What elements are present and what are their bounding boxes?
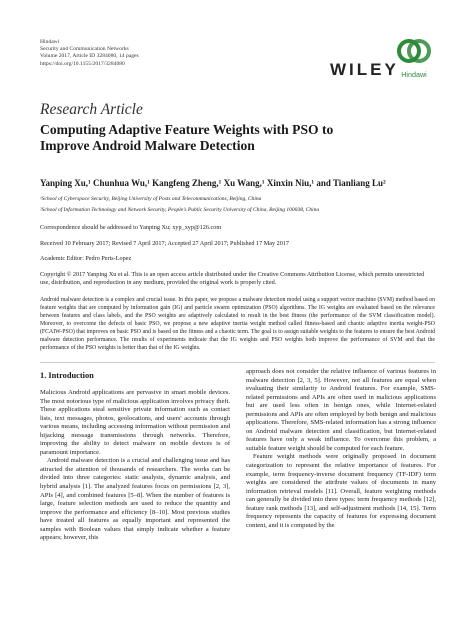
volume-info: Volume 2017, Article ID 3284080, 14 pages — [40, 53, 139, 60]
publisher-name: Hindawi — [40, 39, 60, 45]
publication-dates: Received 10 February 2017; Revised 7 April 2017; Accepted 27 April 2017; Published 17 May 2017 — [40, 240, 290, 247]
affiliation-2: ²School of Information Technology and Network Security, People's Public Security University of China, Beijing 100038, China — [40, 207, 320, 213]
section-heading: 1. Introduction — [40, 371, 94, 380]
hindawi-logo-text: Hindawi — [401, 70, 427, 79]
body-column-left — [40, 389, 230, 543]
paragraph: Android malware detection is a crucial and challenging issue and has attracted the attention of thousands of researchers. The works can be divided into three categories: static analysis, dynamic analysis, and hybrid analysis [1]. The analyzed features focus on permissions [2, 3], APIs [4], and combined features [5–8]. When the number of features is large, feature selection methods are used to reduce the quantity and improve the performance and efficiency [8–10]. Most previous studies have treated all features as equally important and represented the samples with Boolean values that simply indicate whether a feature appears; however, this — [40, 457, 230, 542]
title-line-2: Improve Android Malware Detection — [40, 138, 255, 154]
author-list: Yanping Xu,¹ Chunhua Wu,¹ Kangfeng Zheng,¹ Xu Wang,¹ Xinxin Niu,¹ and Tianliang Lu² — [40, 178, 386, 188]
correspondence: Correspondence should be addressed to Yanping Xu; xyp_xyp@126.com — [40, 224, 222, 231]
paragraph: Malicious Android applications are pervasive in smart mobile devices. The most notorious type of malicious application involves privacy theft. These applications steal sensitive private information such as contact lists, text messages, photos, geolocations, and users' accounts through various means, including accessing information without permission and hijacking message transmissions through networks. Therefore, improving the ability to detect malware on mobile devices is of paramount importance. — [40, 389, 230, 456]
wiley-logo: WILEY — [330, 60, 399, 79]
paragraph: approach does not consider the relative influence of various features in malware detection [2, 3, 5]. However, not all features are equal when evaluating their similarity to Android features. For example, SMS-related permissions and APIs are often used in malicious applications but are used less often in benign ones, while Internet-related permissions and APIs are often employed by both benign and malicious applications. Therefore, SMS-related information has a strong influence on Android malware detection and classification, but Internet-related features have only a weak influence. To overcome this problem, a suitable feature weight should be computed for each feature. — [246, 368, 436, 452]
body-column-right — [246, 368, 436, 530]
journal-name: Security and Communication Networks — [40, 46, 129, 53]
article-type: Research Article — [40, 101, 143, 118]
hindawi-logo-icon — [392, 35, 436, 75]
paragraph: Feature weight methods were originally proposed in document categorization to represent the relative importance of features. For example, term frequency-inverse document frequency (TF-IDF) term weights are considered the attribute values of documents in many information retrieval models [11]. Overall, feature weighting methods can generally be divided into three types: term frequency methods [12], feature rank methods [13], and self-adjustment methods [14, 15]. Term frequency represents the capacity of features for expressing document content, and it is computed by the — [246, 453, 436, 529]
doi-link[interactable]: https://doi.org/10.1155/2017/3284080 — [40, 60, 125, 67]
copyright-notice: Copyright © 2017 Yanping Xu et al. This is an open access article distributed under the Creative Commons Attribution License, which permits unrestricted use, distribution, and reproduction in any medium, provided the original work is properly cited. — [40, 271, 425, 287]
academic-editor: Academic Editor: Pedro Peris-Lopez — [40, 255, 132, 262]
affiliation-1: ¹School of Cyberspace Security, Beijing University of Posts and Telecommunications, Beijing, China — [40, 196, 262, 202]
journal-info — [40, 39, 139, 68]
title-line-1: Computing Adaptive Feature Weights with PSO to — [40, 122, 334, 137]
abstract: Android malware detection is a complex and crucial issue. In this paper, we propose a malware detection model using a support vector machine (SVM) method based on feature weights that are computed by information gain (IG) and particle swarm optimization (PSO) algorithms. The IG weights are evaluated based on the relevance between features and class labels, and the PSO weights are adaptively calculated to result in the best fitness (the performance of the SVM classification model). Moreover, to overcome the defects of basic PSO, we propose a new adaptive inertia weight method called fitness-based and chaotic adaptive inertia weight-PSO (FCAIW-PSO) that improves on basic PSO and is based on the fitness and a chaotic term. The goal is to assign suitable weights to the features to ensure the best Android malware detection performance. The results of experiments indicate that the IG weights and PSO weights both improve the performance of SVM and that the performance of the PSO weights is better than that of the IG weights. — [40, 297, 435, 351]
article-title — [40, 122, 340, 154]
divider — [40, 362, 435, 363]
